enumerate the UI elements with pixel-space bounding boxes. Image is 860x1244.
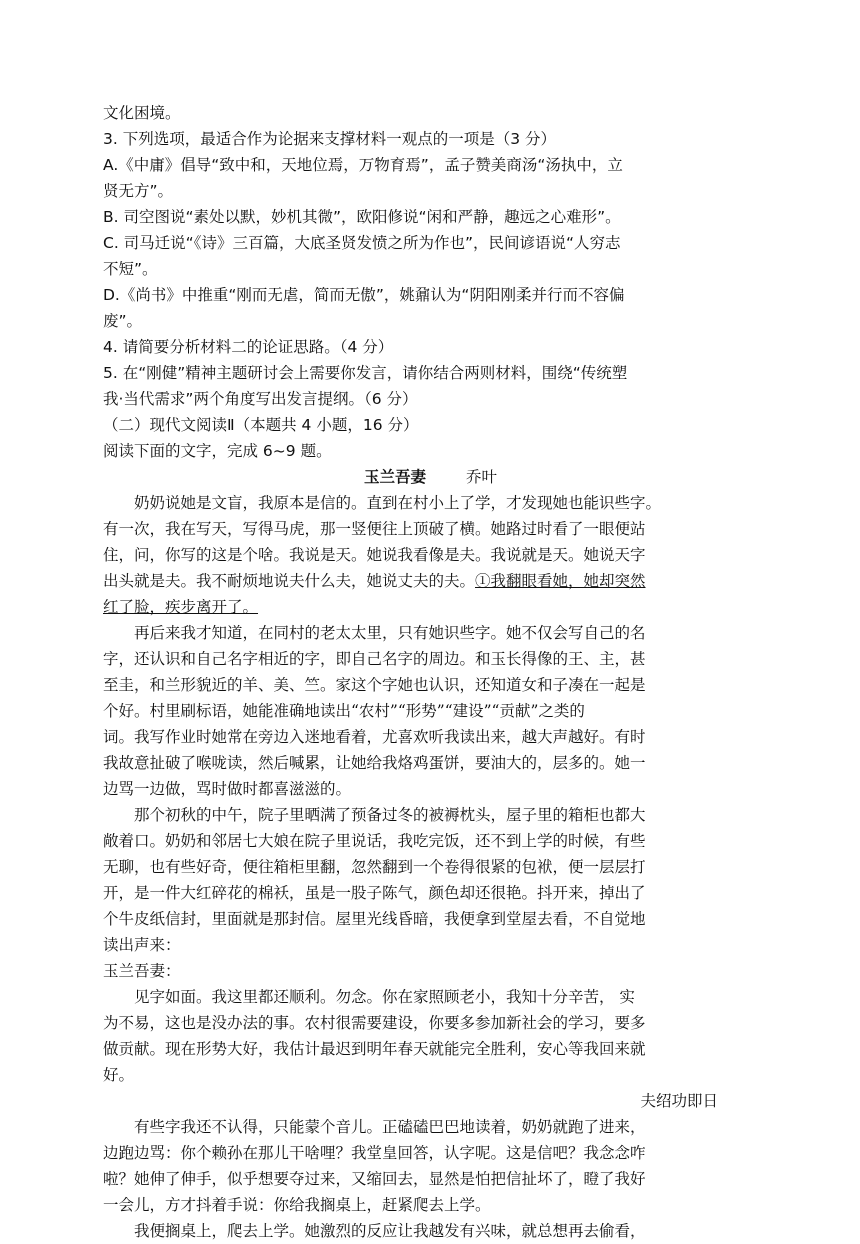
question-4: 4. 请简要分析材料二的论证思路。（4 分） bbox=[103, 338, 394, 356]
story-paragraph-4 bbox=[103, 1114, 758, 1218]
story-title: 玉兰吾妻 bbox=[363, 467, 426, 486]
story-paragraph-2 bbox=[103, 620, 758, 802]
story-line: 无聊，也有些好奇，便往箱柜里翻，忽然翻到一个卷得很紧的包袱，便一层层打 bbox=[103, 858, 646, 876]
question-3-option-b: B. 司空图说“素处以默，妙机其微”，欧阳修说“闲和严静，趣远之心难形”。 bbox=[103, 208, 621, 226]
story-line: 啦？她伸了伸手，似乎想要夺过来，又缩回去，显然是怕把信扯坏了，瞪了我好 bbox=[103, 1170, 646, 1188]
story-line: 那个初秋的中午，院子里晒满了预备过冬的被褥枕头，屋子里的箱柜也都大 bbox=[134, 806, 646, 824]
story-paragraph-1 bbox=[103, 490, 758, 620]
question-3-stem: 3. 下列选项，最适合作为论据来支撑材料一观点的一项是（3 分） bbox=[103, 130, 557, 148]
story-line: 词。我写作业时她常在旁边入迷地看着，尤喜欢听我读出来，越大声越好。有时 bbox=[103, 728, 646, 746]
question-3-option-a-line-2: 贤无方”。 bbox=[103, 182, 174, 200]
underlined-sentence-1: ①我翻眼看她，她却突然 bbox=[475, 572, 646, 590]
story-line: 读出声来： bbox=[103, 936, 181, 954]
story-line: 有些字我还不认得，只能蒙个音儿。正磕磕巴巴地读着，奶奶就跑了进来， bbox=[134, 1118, 646, 1136]
story-header bbox=[103, 464, 758, 490]
letter-salutation: 玉兰吾妻： bbox=[103, 962, 181, 980]
question-3-option-c-line-1: C. 司马迁说“《诗》三百篇，大底圣贤发愤之所为作也”，民间谚语说“人穷志 bbox=[103, 234, 621, 252]
question-3-option-a-line-1: A.《中庸》倡导“致中和，天地位焉，万物育焉”，孟子赞美商汤“汤执中，立 bbox=[103, 156, 623, 174]
question-3-option-d-line-2: 废”。 bbox=[103, 312, 143, 330]
questions-section bbox=[103, 100, 758, 464]
story-line: 我故意扯破了喉咙读，然后喊累，让她给我烙鸡蛋饼，要油大的，层多的。她一 bbox=[103, 754, 646, 772]
story-line: 再后来我才知道，在同村的老太太里，只有她识些字。她不仅会写自己的名 bbox=[134, 624, 646, 642]
story-line: 敞着口。奶奶和邻居七大娘在院子里说话，我吃完饭，还不到上学的时候，有些 bbox=[103, 832, 646, 850]
story-line: 至圭，和兰形貌近的羊、美、竺。家这个字她也认识，还知道女和子凑在一起是 bbox=[103, 676, 646, 694]
question-5-line-2: 我·当代需求”两个角度写出发言提纲。（6 分） bbox=[103, 390, 418, 408]
story-line: 有一次，我在写天，写得马虎，那一竖便往上顶破了横。她路过时看了一眼便站 bbox=[103, 520, 646, 538]
story-line: 个好。村里刷标语，她能准确地读出“农村”“形势”“建设”“贡献”之类的 bbox=[103, 702, 585, 720]
section-heading: （二）现代文阅读Ⅱ（本题共 4 小题，16 分） bbox=[103, 416, 419, 434]
letter-line: 做贡献。现在形势大好，我估计最迟到明年春天就能完全胜利，安心等我回来就 bbox=[103, 1040, 646, 1058]
letter-line: 为不易，这也是没办法的事。农村很需要建设，你要多参加新社会的学习，要多 bbox=[103, 1014, 646, 1032]
story-line: 住，问，你写的这是个啥。我说是天。她说我看像是夫。我说就是天。她说天字 bbox=[103, 546, 646, 564]
story-line: 边骂一边做，骂时做时都喜滋滋的。 bbox=[103, 780, 352, 798]
story-line: 我便搁桌上，爬去上学。她激烈的反应让我越发有兴味，就总想再去偷看， bbox=[134, 1222, 646, 1240]
letter-line: 好。 bbox=[103, 1066, 135, 1084]
underlined-sentence-1-end: 红了脸，疾步离开了。 bbox=[103, 598, 259, 616]
letter-signature: 夫绍功即日 bbox=[640, 1092, 718, 1110]
story-line: 奶奶说她是文盲，我原本是信的。直到在村小上了学，才发现她也能识些字。 bbox=[134, 494, 662, 512]
story-paragraph-5 bbox=[103, 1218, 758, 1244]
question-5-line-1: 5. 在“刚健”精神主题研讨会上需要你发言，请你结合两则材料，围绕“传统塑 bbox=[103, 364, 628, 382]
story-text: 出头就是夫。我不耐烦地说夫什么夫，她说丈夫的夫。 bbox=[103, 572, 476, 590]
story-paragraph-3 bbox=[103, 802, 758, 958]
story-line: 开，是一件大红碎花的棉袄，虽是一股子陈气，颜色却还很艳。抖开来，掉出了 bbox=[103, 884, 646, 902]
story-line bbox=[103, 594, 758, 620]
question-3-option-d-line-1: D.《尚书》中推重“刚而无虐，简而无傲”，姚鼐认为“阴阳刚柔并行而不容偏 bbox=[103, 286, 625, 304]
question-3-option-c-line-2: 不短”。 bbox=[103, 260, 158, 278]
story-author: 乔叶 bbox=[466, 468, 498, 486]
story-line bbox=[103, 568, 758, 594]
exam-page bbox=[103, 100, 758, 1244]
question-tail: 文化困境。 bbox=[103, 104, 181, 122]
story-line: 个牛皮纸信封，里面就是那封信。屋里光线昏暗，我便拿到堂屋去看，不自觉地 bbox=[103, 910, 646, 928]
story-line: 字，还认识和自己名字相近的字，即自己名字的周边。和玉长得像的王、主，甚 bbox=[103, 650, 646, 668]
story-line: 边跑边骂：你个赖孙在那儿干啥哩？我堂皇回答，认字呢。这是信吧？我念念咋 bbox=[103, 1144, 646, 1162]
reading-instruction: 阅读下面的文字，完成 6~9 题。 bbox=[103, 442, 332, 460]
letter-line: 见字如面。我这里都还顺利。勿念。你在家照顾老小，我知十分辛苦， 实 bbox=[134, 988, 635, 1006]
story-line: 一会儿，方才抖着手说：你给我搁桌上，赶紧爬去上学。 bbox=[103, 1196, 491, 1214]
letter bbox=[103, 958, 758, 1114]
